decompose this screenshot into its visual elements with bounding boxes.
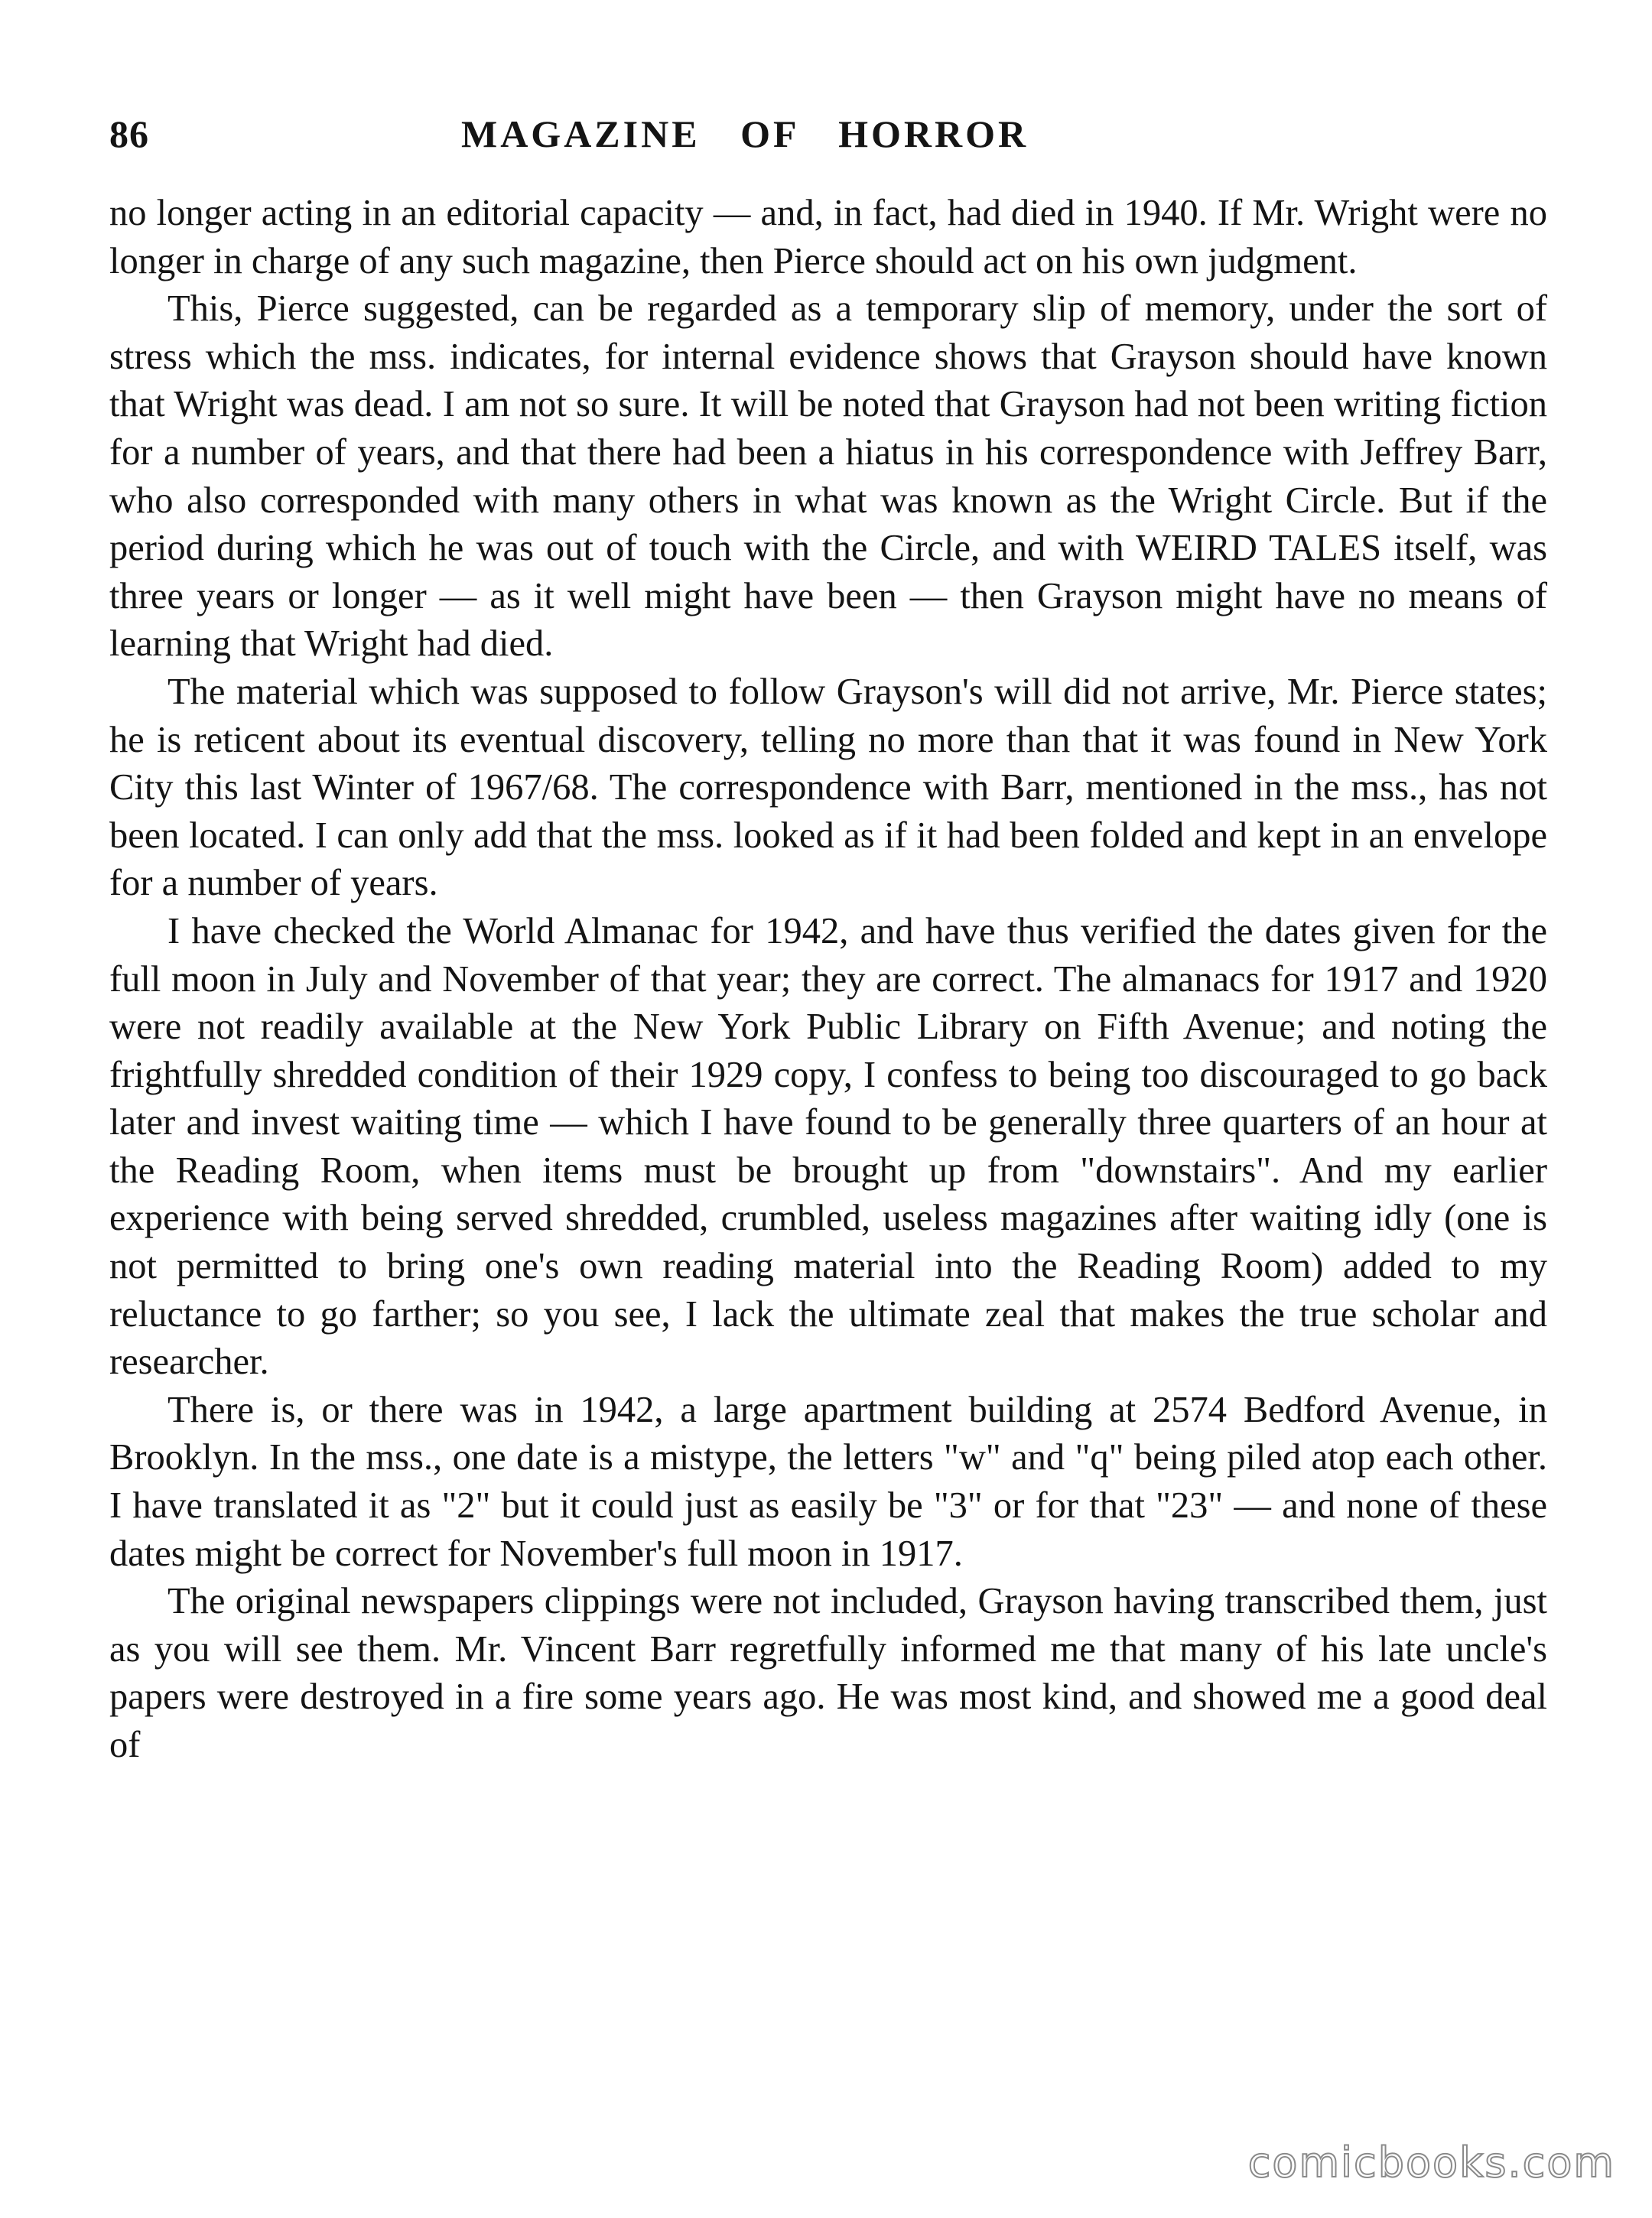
watermark-logo: comicbooks.com [1247, 2138, 1615, 2187]
page-header [109, 112, 1547, 165]
paragraph-2: This, Pierce suggested, can be regarded as a temporary slip of memory, under the sort of stress which the mss. indicates, for internal evidence shows that Grayson should have known that Wright was dead. I am not so sure. It will be noted that Grayson had not been writing fiction for a number of years, and that there had been a hiatus in his correspondence with Jeffrey Barr, who also corresponded with many others in what was known as the Wright Circle. But if the period during which he was out of touch with the Circle, and with WEIRD TALES itself, was three years or longer — as it well might have been — then Grayson might have no means of learning that Wright had died. [109, 288, 1547, 665]
running-head: MAGAZINE OF HORROR [461, 112, 1029, 155]
paragraph-4: I have checked the World Almanac for 1942, and have thus verified the dates given for the full moon in July and November of that year; they are correct. The almanacs for 1917 and 1920 were not readily available at the New York Public Library on Fifth Avenue; and noting the frightfully shredded condition of their 1929 copy, I confess to being too discouraged to go back later and invest waiting time — which I have found to be generally three quarters of an hour at the Reading Room, when items must be brought up from "downstairs". And my earlier experience with being served shredded, crumbled, useless magazines after waiting idly (one is not permitted to bring one's own reading material into the Reading Room) added to my reluctance to go farther; so you see, I lack the ultimate zeal that makes the true scholar and researcher. [109, 910, 1547, 1383]
paragraph-1: no longer acting in an editorial capacity — and, in fact, had died in 1940. If Mr. Wright were no longer in charge of any such magazine, then Pierce should act on his own judgment. [109, 193, 1547, 281]
page-number: 86 [109, 112, 149, 155]
paragraph-3: The material which was supposed to follow Grayson's will did not arrive, Mr. Pierce states; he is reticent about its eventual discovery, telling no more than that it was found in New York City this last Winter of 1967/68. The correspondence with Barr, mentioned in the mss., has not been located. I can only add that the mss. looked as if it had been folded and kept in an envelope for a number of years. [109, 671, 1547, 904]
paragraph-5: There is, or there was in 1942, a large apartment building at 2574 Bedford Avenue, in Brooklyn. In the mss., one date is a mistype, the letters "w" and "q" being piled atop each other. I have translated it as "2" but it could just as easily be "3" or for that "23" — and none of these dates might be correct for November's full moon in 1917. [109, 1389, 1547, 1574]
article-body [109, 190, 1547, 1770]
paragraph-6: The original newspapers clippings were not included, Grayson having transcribed them, just as you will see them. Mr. Vincent Barr regretfully informed me that many of his late uncle's papers were destroyed in a fire some years ago. He was most kind, and showed me a good deal of [109, 1581, 1547, 1765]
